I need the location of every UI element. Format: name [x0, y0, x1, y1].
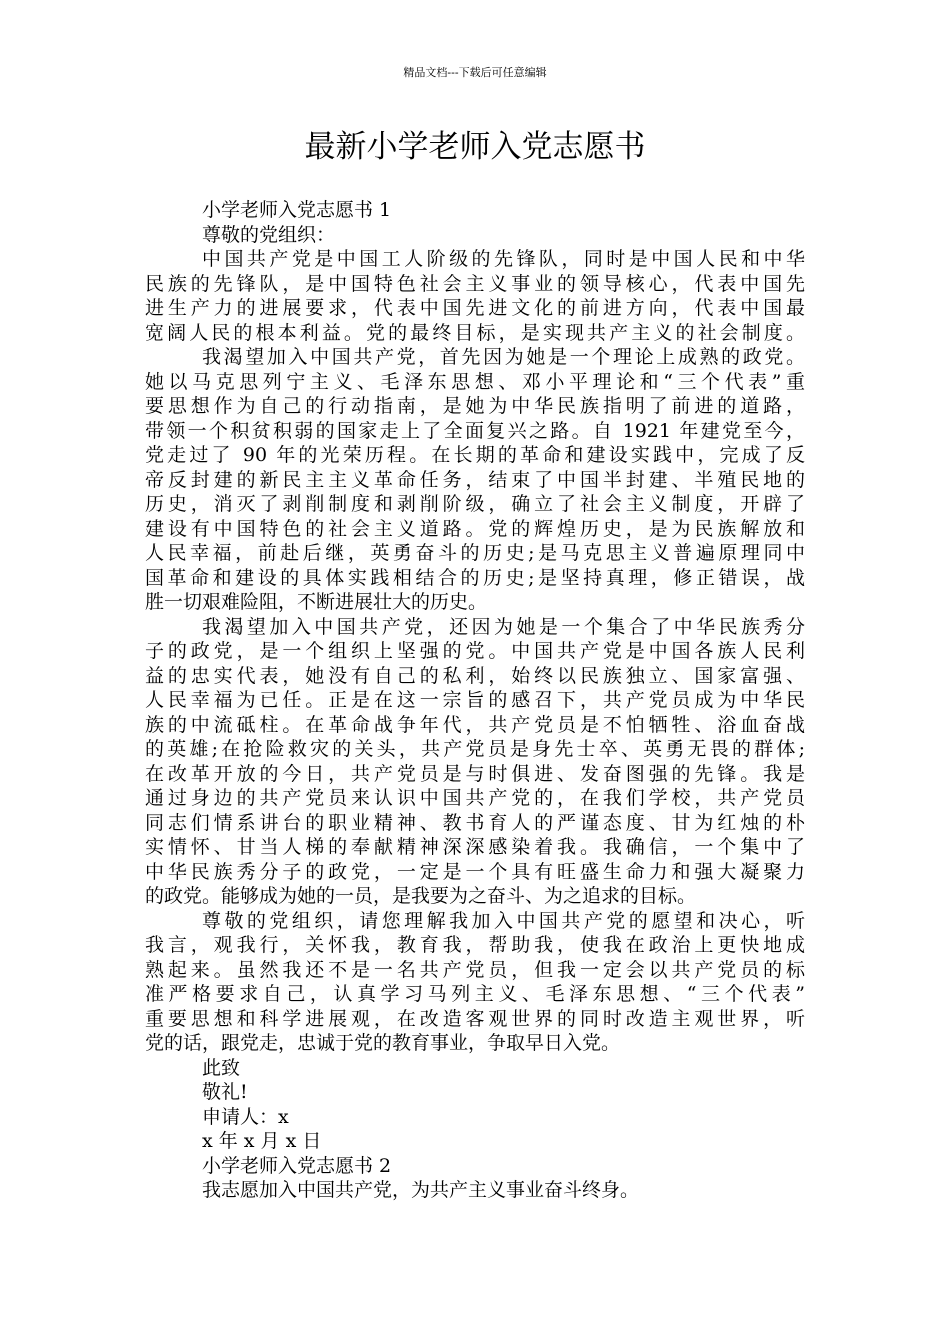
text-line: 益的忠实代表，她没有自己的私利，始终以民族独立、国家富强、 [145, 664, 805, 687]
text-line: 民族的先锋队，是中国特色社会主义事业的领导核心，代表中国先 [145, 272, 805, 295]
text-line: 党走过了 90 年的光荣历程。在长期的革命和建设实践中，完成了反 [145, 444, 805, 466]
text-line: 人民幸福，前赴后继，英勇奋斗的历史;是马克思主义普遍原理同中 [145, 542, 805, 564]
text-line: 中国共产党是中国工人阶级的先锋队，同时是中国人民和中华 [202, 248, 805, 270]
text-line: 子的政党，是一个组织上坚强的党。中国共产党是中国各族人民利 [145, 640, 805, 662]
text-line: 进生产力的进展要求，代表中国先进文化的前进方向，代表中国最 [145, 297, 805, 319]
text-line: 我渴望加入中国共产党，还因为她是一个集合了中华民族秀分 [202, 615, 805, 638]
text-line: 党的话，跟党走，忠诚于党的教育事业，争取早日入党。 [145, 1032, 621, 1054]
text-line: 在改革开放的今日，共产党员是与时俱进、发奋图强的先锋。我是 [145, 762, 805, 785]
text-line: 熟起来。虽然我还不是一名共产党员，但我一定会以共产党员的标 [145, 958, 805, 981]
text-line: 带领一个积贫积弱的国家走上了全面复兴之路。自 1921 年建党至今， [145, 419, 805, 442]
text-line: 族的中流砥柱。在革命战争年代，共产党员是不怕牺牲、浴血奋战 [145, 713, 805, 736]
text-line: 要思想作为自己的行动指南，是她为中华民族指明了前进的道路， [145, 395, 805, 417]
text-line: 我言，观我行，关怀我，教育我，帮助我，使我在政治上更快地成 [145, 934, 805, 956]
text-line: 胜一切艰难险阻，不断进展壮大的历史。 [145, 591, 488, 613]
text-line: 小学老师入党志愿书 2 [202, 1154, 392, 1177]
text-line: 国革命和建设的具体实践相结合的历史;是坚持真理，修正错误，战 [145, 566, 805, 589]
text-line: 人民幸福为已任。正是在这一宗旨的感召下，共产党员成为中华民 [145, 689, 805, 711]
text-line: 历史，消灭了剥削制度和剥削阶级，确立了社会主义制度，开辟了 [145, 493, 805, 515]
text-line: 申请人：x [202, 1105, 289, 1128]
text-line: 她以马克思列宁主义、毛泽东思想、邓小平理论和“三个代表”重 [145, 370, 805, 393]
text-line: 同志们情系讲台的职业精神、教书育人的严谨态度、甘为红烛的朴 [145, 811, 805, 834]
text-line: 尊敬的党组织： [202, 223, 336, 246]
text-line: 的英雄;在抢险救灾的关头，共产党员是身先士卒、英勇无畏的群体; [145, 738, 805, 760]
text-line: 重要思想和科学进展观，在改造客观世界的同时改造主观世界，听 [145, 1007, 805, 1030]
text-line: 我志愿加入中国共产党，为共产主义事业奋斗终身。 [202, 1179, 640, 1201]
text-line: 通过身边的共产党员来认识中国共产党的，在我们学校，共产党员 [145, 787, 805, 809]
document-title: 最新小学老师入党志愿书 [304, 129, 646, 165]
text-line: 帝反封建的新民主主义革命任务，结束了中国半封建、半殖民地的 [145, 468, 805, 491]
text-line: 此致 [202, 1056, 241, 1079]
text-line: 尊敬的党组织，请您理解我加入中国共产党的愿望和决心，听 [202, 909, 805, 932]
text-line: 准严格要求自己，认真学习马列主义、毛泽东思想、“三个代表” [145, 983, 805, 1005]
text-line: x 年 x 月 x 日 [202, 1130, 322, 1152]
text-line: 宽阔人民的根本利益。党的最终目标，是实现共产主义的社会制度。 [145, 321, 805, 344]
document-body [145, 198, 805, 1203]
text-line: 的政党。能够成为她的一员，是我要为之奋斗、为之追求的目标。 [145, 885, 697, 907]
text-line: 实情怀、甘当人梯的奉献精神深深感染着我。我确信，一个集中了 [145, 836, 805, 858]
text-line: 中华民族秀分子的政党，一定是一个具有旺盛生命力和强大凝聚力 [145, 860, 805, 883]
text-line: 我渴望加入中国共产党，首先因为她是一个理论上成熟的政党。 [202, 346, 805, 368]
text-line: 敬礼! [202, 1081, 248, 1103]
text-line: 小学老师入党志愿书 1 [202, 199, 392, 221]
header-note: 精品文档---下载后可任意编辑 [403, 66, 547, 79]
text-line: 建设有中国特色的社会主义道路。党的辉煌历史，是为民族解放和 [145, 517, 805, 540]
